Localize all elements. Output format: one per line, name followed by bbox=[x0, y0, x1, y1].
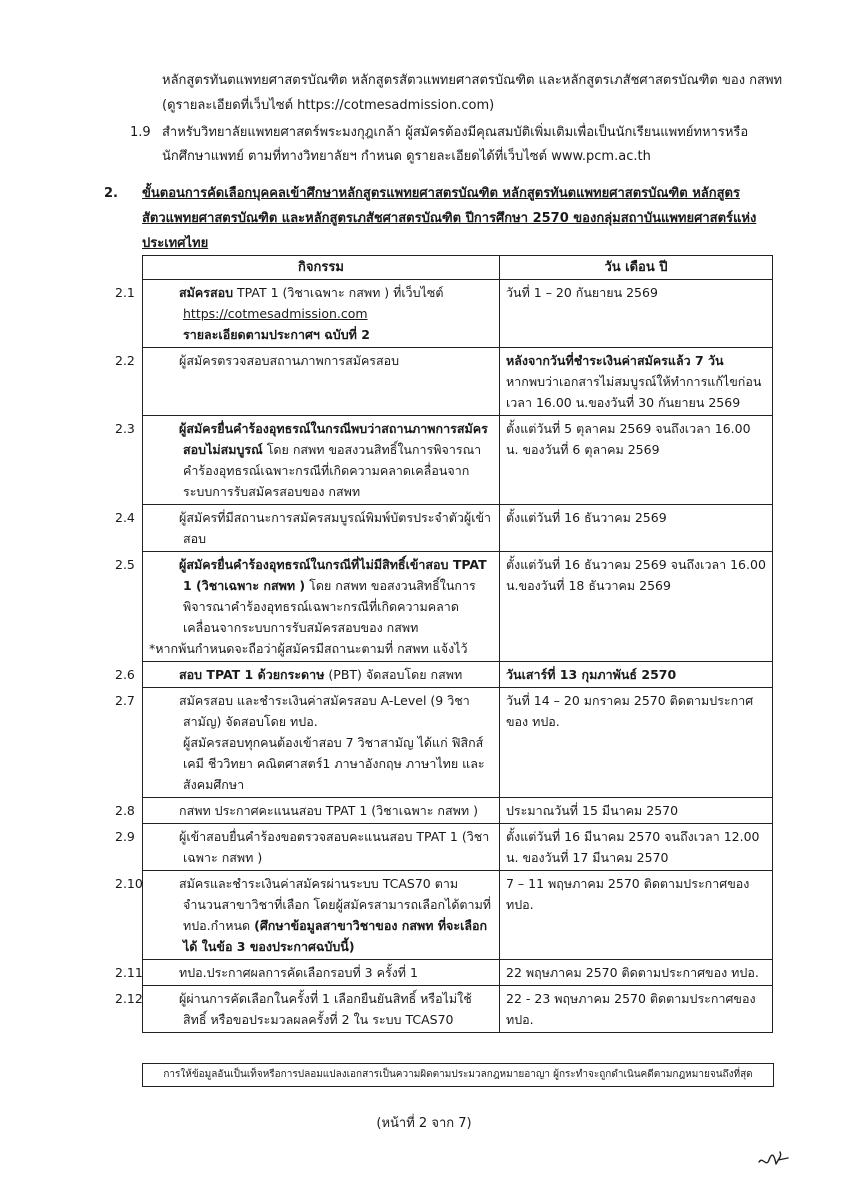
intro-line-2: (ดูรายละเอียดที่เว็บไซต์ https://cotmesadmission.com) bbox=[162, 98, 495, 113]
date-text: ตั้งแต่วันที่ 16 ธันวาคม 2569 จนถึงเวลา 16.00 น.ของวันที่ 18 ธันวาคม 2569 bbox=[506, 557, 766, 593]
row-number: 2.4 bbox=[115, 510, 135, 525]
table-row bbox=[143, 871, 773, 960]
activity-text: กสพท ประกาศคะแนนสอบ TPAT 1 (วิชาเฉพาะ กสพท ) bbox=[179, 803, 478, 818]
table-row bbox=[143, 824, 773, 871]
initials-signature-mark bbox=[756, 1148, 792, 1172]
table-row bbox=[143, 798, 773, 824]
activity-cell bbox=[115, 986, 500, 1033]
activity-cell bbox=[115, 960, 500, 986]
row-number: 2.11 bbox=[115, 965, 143, 980]
date-text: ตั้งแต่วันที่ 16 ธันวาคม 2569 bbox=[506, 510, 667, 525]
activity-bold: ผู้สมัครยื่นคำร้องอุทธรณ์ในกรณีพบว่าสถานภาพการสมัครสอบไม่สมบูรณ์ bbox=[179, 421, 488, 457]
item-1-9-number: 1.9 bbox=[130, 125, 151, 140]
header-activity: กิจกรรม bbox=[143, 256, 500, 280]
activity-text: TPAT 1 (วิชาเฉพาะ กสพท ) ที่เว็บไซต์ bbox=[233, 285, 444, 300]
row-number: 2.8 bbox=[115, 803, 135, 818]
section-2-heading-line-2: สัตวแพทยศาสตรบัณฑิต และหลักสูตรเภสัชศาสตรบัณฑิต ปีการศึกษา 2570 ของกลุ่มสถาบันแพทยศาสตร์แห่ง bbox=[142, 211, 757, 226]
table-row bbox=[143, 552, 773, 662]
row-number: 2.2 bbox=[115, 353, 135, 368]
table-row bbox=[143, 662, 773, 688]
row-number: 2.3 bbox=[115, 421, 135, 436]
date-text: ตั้งแต่วันที่ 5 ตุลาคม 2569 จนถึงเวลา 16.00 น. ของวันที่ 6 ตุลาคม 2569 bbox=[506, 421, 751, 457]
activity-text: สมัครและชำระเงินค่าสมัครผ่านระบบ TCAS70 ตามจำนวนสาขาวิชาที่เลือก โดยผู้สมัครสามารถเลือกได้ตามที่ ทปอ.กำหนด bbox=[179, 876, 492, 933]
date-text: หากพบว่าเอกสารไม่สมบูรณ์ให้ทำการแก้ไขก่อน เวลา 16.00 น.ของวันที่ 30 กันยายน 2569 bbox=[506, 374, 762, 410]
intro-line-1: หลักสูตรทันตแพทยศาสตรบัณฑิต หลักสูตรสัตวแพทยศาสตรบัณฑิต และหลักสูตรเภสัชศาสตรบัณฑิต ของ กสพท bbox=[162, 73, 783, 88]
activity-cell bbox=[115, 662, 500, 688]
section-2-heading-line-1: ขั้นตอนการคัดเลือกบุคคลเข้าศึกษาหลักสูตรแพทยศาสตรบัณฑิต หลักสูตรทันตแพทยศาสตรบัณฑิต หลักสูตร bbox=[142, 186, 740, 201]
item-1-9-line-1: สำหรับวิทยาลัยแพทยศาสตร์พระมงกุฎเกล้า ผู้สมัครต้องมีคุณสมบัติเพิ่มเติมเพื่อเป็นนักเรียนแพทย์ทหารหรือ bbox=[162, 125, 749, 140]
row-number: 2.9 bbox=[115, 829, 135, 844]
row-number: 2.6 bbox=[115, 667, 135, 682]
section-2-number: 2. bbox=[104, 186, 118, 201]
activity-cell bbox=[115, 871, 500, 960]
table-header-row bbox=[143, 256, 773, 280]
row-number: 2.1 bbox=[115, 285, 135, 300]
table-row bbox=[143, 348, 773, 416]
schedule-table bbox=[115, 255, 773, 1033]
date-cell bbox=[500, 280, 773, 348]
table-row bbox=[143, 505, 773, 552]
date-cell bbox=[500, 960, 773, 986]
table-row bbox=[143, 986, 773, 1033]
activity-text: ผู้สมัครตรวจสอบสถานภาพการสมัครสอบ bbox=[179, 353, 400, 368]
activity-bold: สอบ TPAT 1 ด้วยกระดาษ bbox=[179, 667, 325, 682]
date-cell bbox=[500, 416, 773, 505]
date-text: วันที่ 1 – 20 กันยายน 2569 bbox=[506, 285, 658, 300]
date-text: ตั้งแต่วันที่ 16 มีนาคม 2570 จนถึงเวลา 12.00 น. ของวันที่ 17 มีนาคม 2570 bbox=[506, 829, 760, 865]
website-link[interactable]: https://cotmesadmission.com bbox=[183, 306, 368, 321]
activity-bold-tail: (ศึกษาข้อมูลสาขาวิชาของ กสพท ที่จะเลือกได้ ในข้อ 3 ของประกาศฉบับนี้) bbox=[183, 918, 488, 954]
date-cell bbox=[500, 552, 773, 662]
activity-cell bbox=[115, 416, 500, 505]
table-row bbox=[143, 416, 773, 505]
item-1-9-line-2: นักศึกษาแพทย์ ตามที่ทางวิทยาลัยฯ กำหนด ดูรายละเอียดได้ที่เว็บไซต์ www.pcm.ac.th bbox=[162, 149, 651, 164]
date-text: ประมาณวันที่ 15 มีนาคม 2570 bbox=[506, 803, 679, 818]
page-number: (หน้าที่ 2 จาก 7) bbox=[376, 1116, 472, 1131]
activity-note: *หากพ้นกำหนดจะถือว่าผู้สมัครมีสถานะตามที่ กสพท แจ้งไว้ bbox=[149, 641, 468, 656]
date-cell bbox=[500, 824, 773, 871]
table-row bbox=[143, 688, 773, 798]
date-text: 22 พฤษภาคม 2570 ติดตามประกาศของ ทปอ. bbox=[506, 965, 759, 980]
activity-detail: ผู้สมัครสอบทุกคนต้องเข้าสอบ 7 วิชาสามัญ ได้แก่ ฟิสิกส์ เคมี ชีววิทยา คณิตศาสตร์1 ภาษาอังกฤษ ภาษาไทย และสังคมศึกษา bbox=[183, 735, 485, 792]
date-cell bbox=[500, 348, 773, 416]
activity-bold: ผู้สมัครยื่นคำร้องอุทธรณ์ในกรณีที่ไม่มีสิทธิ์เข้าสอบ TPAT 1 (วิชาเฉพาะ กสพท ) bbox=[179, 557, 487, 593]
date-bold: วันเสาร์ที่ 13 กุมภาพันธ์ 2570 bbox=[506, 667, 677, 682]
row-number: 2.12 bbox=[115, 991, 143, 1006]
activity-cell bbox=[115, 798, 500, 824]
activity-cell bbox=[115, 280, 500, 348]
header-date: วัน เดือน ปี bbox=[500, 256, 773, 280]
date-cell bbox=[500, 688, 773, 798]
row-number: 2.5 bbox=[115, 557, 135, 572]
date-text: 7 – 11 พฤษภาคม 2570 ติดตามประกาศของ ทปอ. bbox=[506, 876, 750, 912]
legal-warning-note: การให้ข้อมูลอันเป็นเท็จหรือการปลอมแปลงเอกสารเป็นความผิดตามประมวลกฎหมายอาญา ผู้กระทำจะถูกดำเนินคดีตามกฎหมายจนถึงที่สุด bbox=[142, 1063, 774, 1087]
date-text: 22 - 23 พฤษภาคม 2570 ติดตามประกาศของ ทปอ. bbox=[506, 991, 756, 1027]
activity-text: สมัครสอบ และชำระเงินค่าสมัครสอบ A-Level (9 วิชาสามัญ) จัดสอบโดย ทปอ. bbox=[179, 693, 470, 729]
row-number: 2.10 bbox=[115, 876, 143, 891]
date-text: วันที่ 14 – 20 มกราคม 2570 ติดตามประกาศของ ทปอ. bbox=[506, 693, 754, 729]
activity-text: ผู้สมัครที่มีสถานะการสมัครสมบูรณ์พิมพ์บัตรประจำตัวผู้เข้าสอบ bbox=[179, 510, 492, 546]
activity-cell bbox=[115, 348, 500, 416]
section-2-heading-line-3: ประเทศไทย bbox=[142, 236, 209, 251]
date-cell bbox=[500, 505, 773, 552]
activity-cell bbox=[115, 505, 500, 552]
date-cell bbox=[500, 871, 773, 960]
date-bold: หลังจากวันที่ชำระเงินค่าสมัครแล้ว 7 วัน bbox=[506, 353, 724, 368]
activity-cell bbox=[115, 824, 500, 871]
activity-cell bbox=[115, 688, 500, 798]
activity-text: ผู้ผ่านการคัดเลือกในครั้งที่ 1 เลือกยืนยันสิทธิ์ หรือไม่ใช้สิทธิ์ หรือขอประมวลผลครั้งที่ 2 ใน ระบบ TCAS70 bbox=[179, 991, 472, 1027]
date-cell bbox=[500, 986, 773, 1033]
activity-text: ผู้เข้าสอบยื่นคำร้องขอตรวจสอบคะแนนสอบ TPAT 1 (วิชาเฉพาะ กสพท ) bbox=[179, 829, 490, 865]
date-cell bbox=[500, 662, 773, 688]
activity-text: (PBT) จัดสอบโดย กสพท bbox=[324, 667, 463, 682]
date-cell bbox=[500, 798, 773, 824]
activity-detail: รายละเอียดตามประกาศฯ ฉบับที่ 2 bbox=[183, 327, 370, 342]
table-row bbox=[143, 960, 773, 986]
activity-cell bbox=[115, 552, 500, 662]
activity-text: โดย กสพท ขอสงวนสิทธิ์ในการพิจารณาคำร้องอุทธรณ์เฉพาะกรณีที่เกิดความคลาดเคลื่อนจากระบบการรับสมัครสอบของ กสพท bbox=[183, 442, 482, 499]
activity-text: โดย กสพท ขอสงวนสิทธิ์ในการพิจารณาคำร้องอุทธรณ์เฉพาะกรณีที่เกิดความคลาดเคลื่อนจากระบบการรับสมัครสอบของ กสพท bbox=[183, 578, 476, 635]
table-row bbox=[143, 280, 773, 348]
activity-text: ทปอ.ประกาศผลการคัดเลือกรอบที่ 3 ครั้งที่ 1 bbox=[179, 965, 418, 980]
row-number: 2.7 bbox=[115, 693, 135, 708]
activity-bold: สมัครสอบ bbox=[179, 285, 234, 300]
